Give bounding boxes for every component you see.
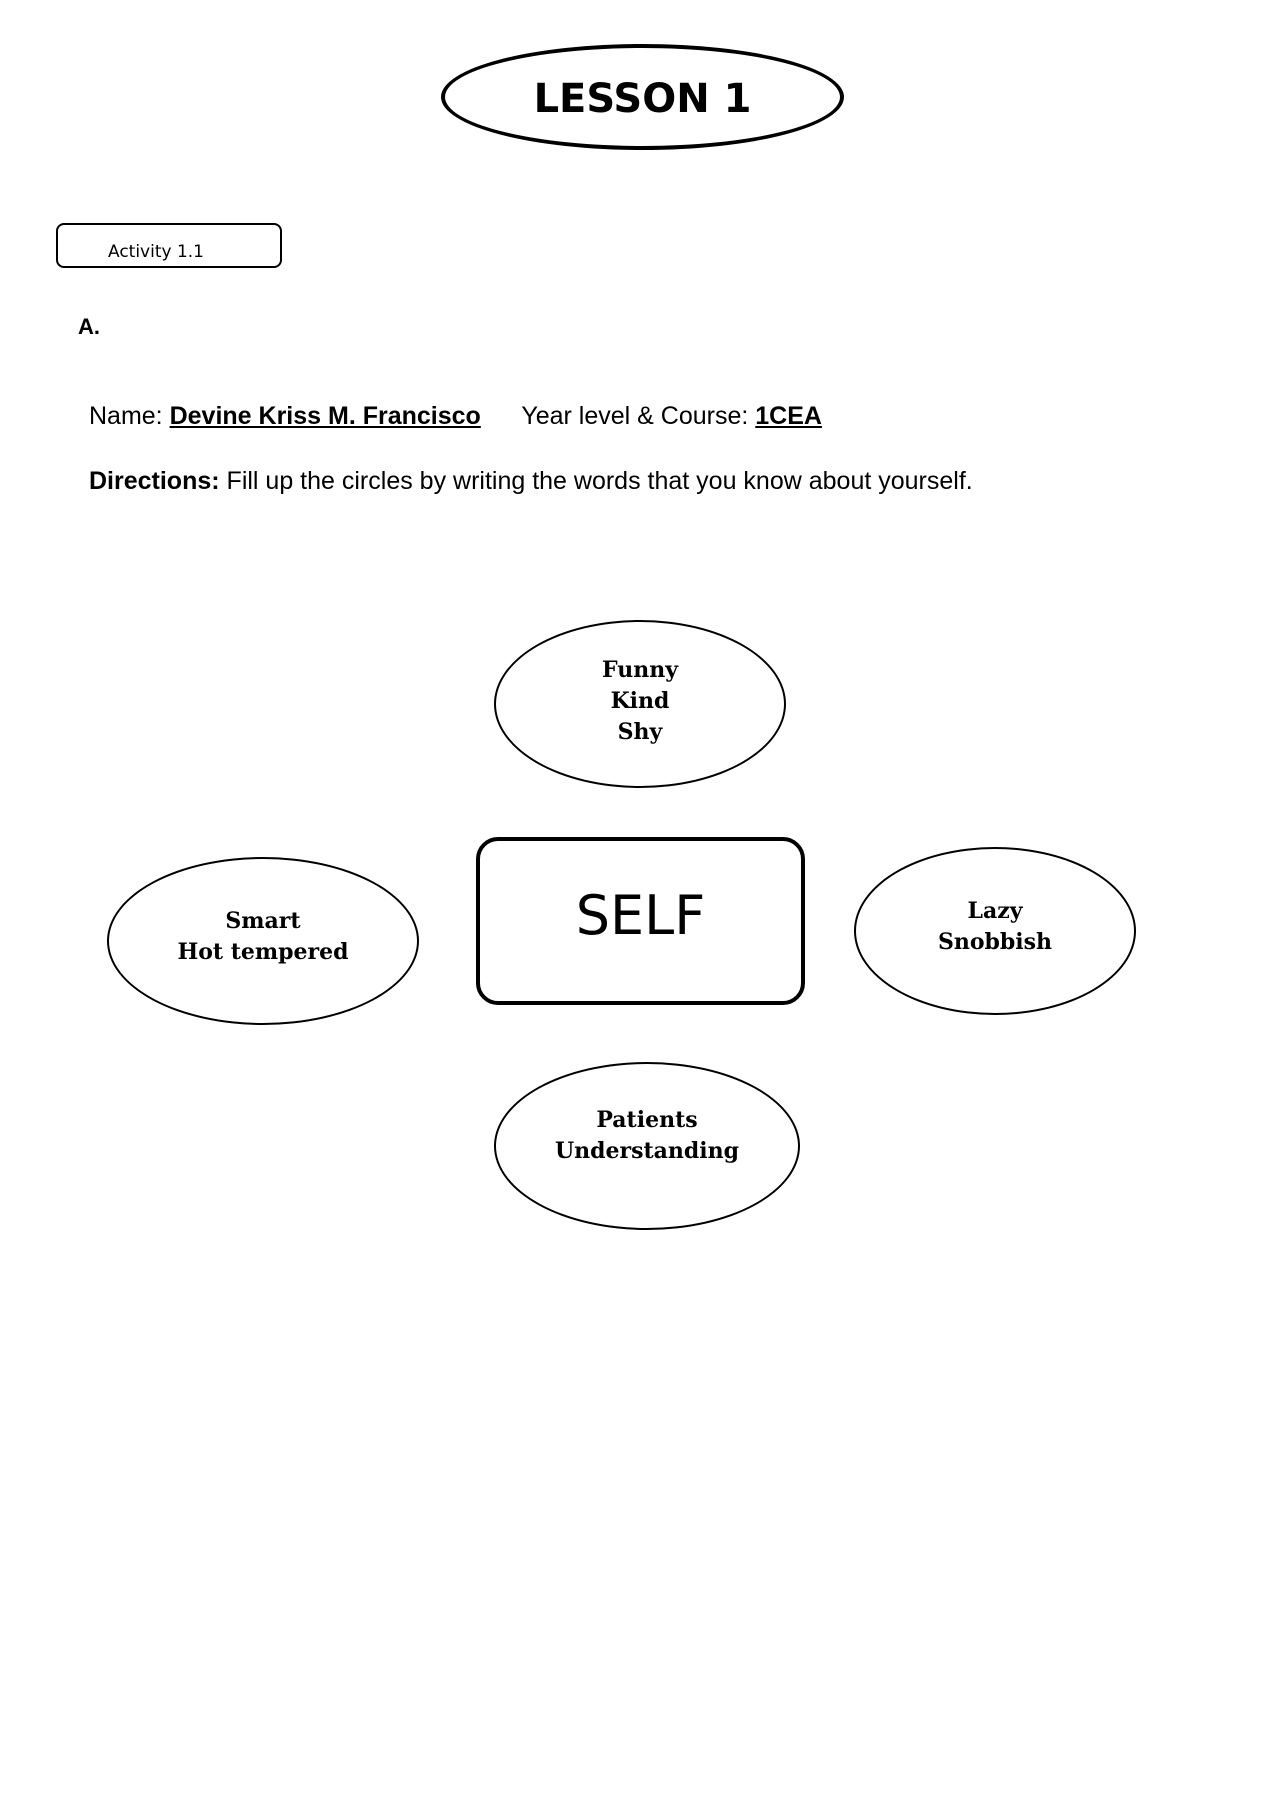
student-info-line	[89, 402, 822, 431]
oval-left-word: Smart	[225, 908, 301, 934]
self-label: SELF	[575, 884, 706, 947]
oval-bottom-word: Patients	[596, 1107, 698, 1133]
oval-top	[494, 620, 786, 788]
directions-label: Directions:	[89, 467, 220, 495]
directions-line	[89, 467, 973, 496]
self-center-box	[476, 837, 805, 1005]
oval-top-word: Funny	[601, 656, 678, 683]
activity-label: Activity 1.1	[107, 242, 204, 262]
oval-top-word: Kind	[610, 687, 670, 714]
name-value: Devine Kriss M. Francisco	[169, 402, 481, 430]
oval-bottom-word: Understanding	[554, 1138, 740, 1164]
lesson-title: LESSON 1	[533, 76, 752, 122]
oval-right-word: Snobbish	[937, 929, 1053, 955]
oval-top-word: Shy	[617, 718, 663, 745]
directions-text: Fill up the circles by writing the words that you know about yourself.	[226, 467, 973, 495]
activity-box	[56, 223, 282, 268]
course-value: 1CEA	[755, 402, 822, 430]
oval-right-word: Lazy	[967, 898, 1023, 924]
oval-left-word: Hot tempered	[177, 939, 349, 965]
course-label: Year level & Course:	[521, 402, 749, 430]
name-label: Name:	[89, 402, 163, 430]
oval-left	[107, 857, 419, 1025]
lesson-title-oval	[441, 44, 844, 150]
oval-right	[854, 847, 1136, 1015]
oval-bottom	[494, 1062, 800, 1230]
section-letter: A.	[78, 314, 100, 339]
